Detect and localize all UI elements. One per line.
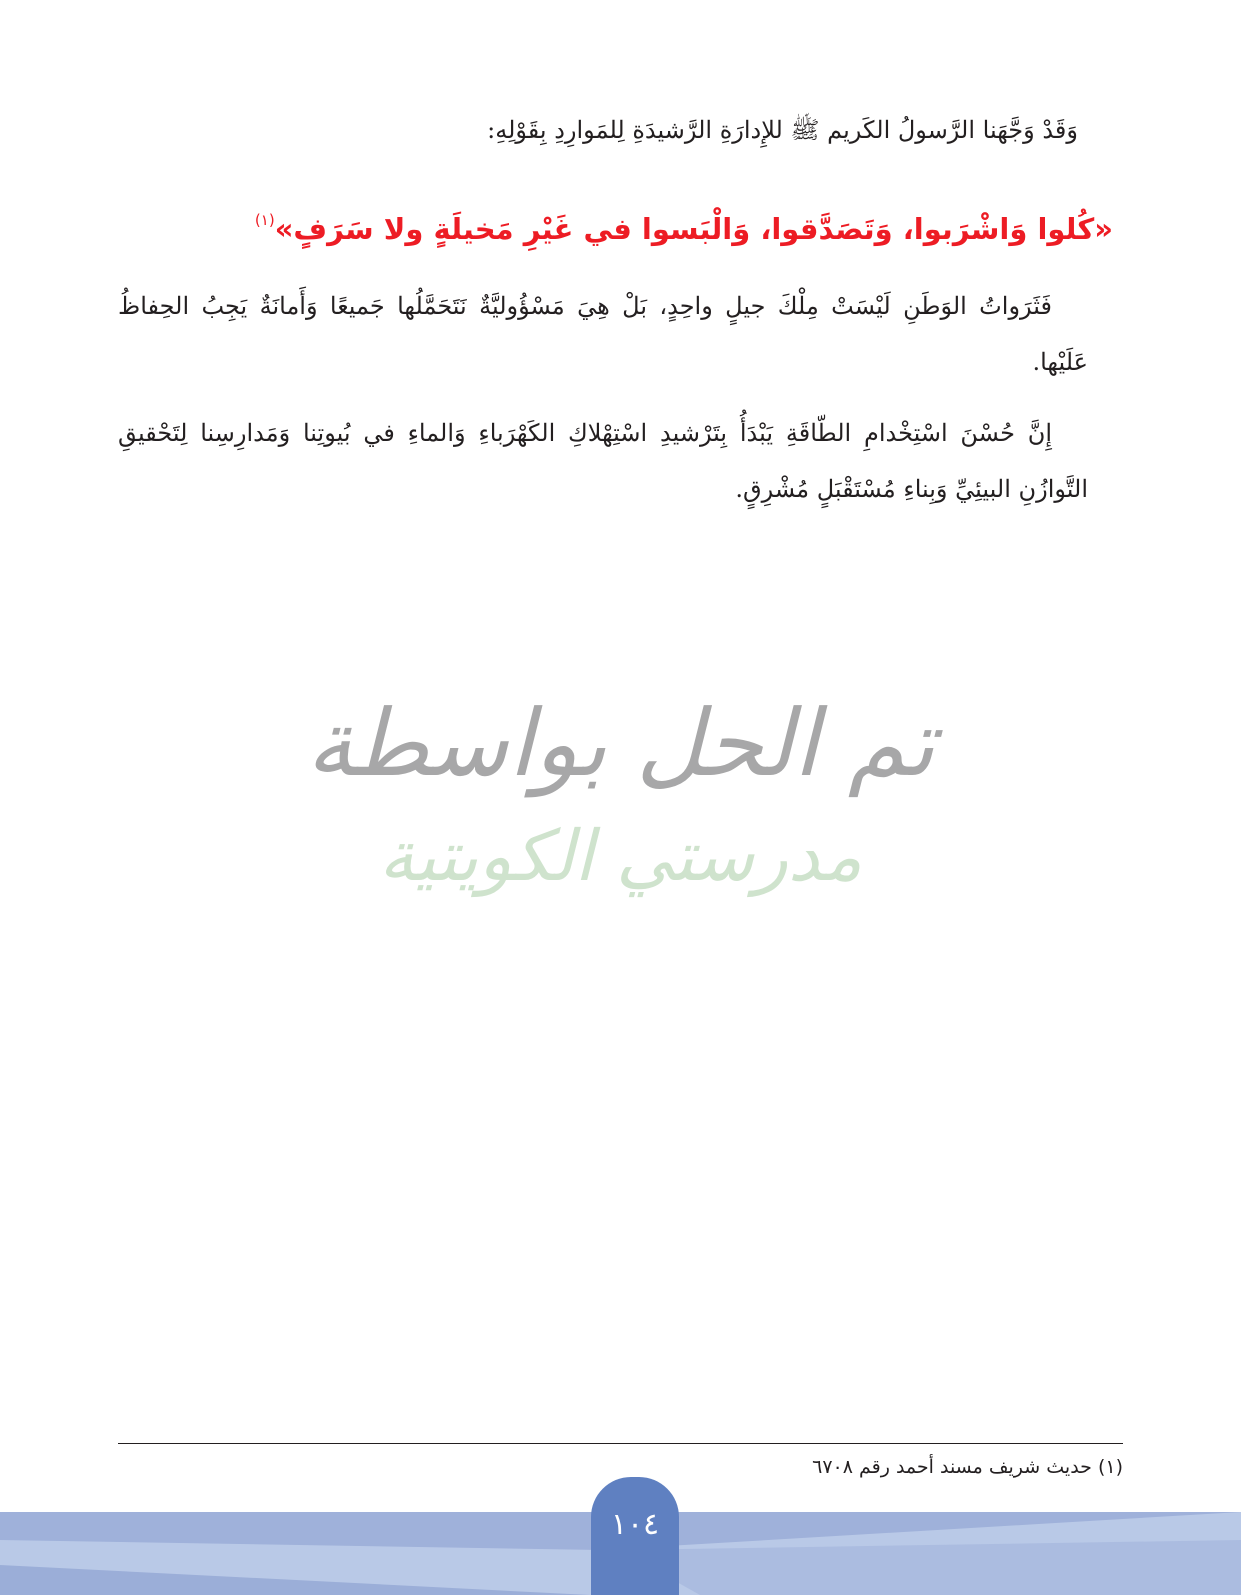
page-number: ١٠٤ (610, 1507, 660, 1542)
body-paragraph-2: إِنَّ حُسْنَ اسْتِخْدامِ الطّاقَةِ يَبْدَأُ بِتَرْشيدِ اسْتِهْلاكِ الكَهْرَباءِ وَالماءِ في بُيوتِنا وَمَدارِسِنا لِتَحْقيقِ التَّوازُنِ البيئِيِّ وَبِناءِ مُسْتَقْبَلٍ مُشْرِقٍ. (118, 419, 1088, 503)
intro-paragraph: وَقَدْ وَجَّهَنا الرَّسولُ الكَريم ﷺ للإِدارَةِ الرَّشيدَةِ لِلمَوارِدِ بِقَوْلِهِ: (487, 116, 1078, 144)
hadith-quote (118, 192, 1113, 257)
footnote-text: (١) حديث شريف مسند أحمد رقم ٦٧٠٨ (812, 1456, 1123, 1478)
footnote-ref[interactable]: (١) (254, 211, 275, 229)
footnote-divider (118, 1443, 1123, 1444)
watermark-line-1: تم الحل بواسطة (306, 690, 935, 797)
body-paragraph-1: فَثَرَواتُ الوَطَنِ لَيْسَتْ مِلْكَ جيلٍ واحِدٍ، بَلْ هِيَ مَسْؤُوليَّةٌ نَتَحَمَّلُها جَميعًا وَأَمانَةٌ يَجِبُ الحِفاظُ عَلَيْها. (118, 292, 1088, 376)
watermark-line-2: مدرستي الكويتية (378, 815, 863, 897)
hadith-text: «كُلوا وَاشْرَبوا، وَتَصَدَّقوا، وَالْبَسوا في غَيْرِ مَخيلَةٍ ولا سَرَفٍ» (274, 212, 1113, 246)
